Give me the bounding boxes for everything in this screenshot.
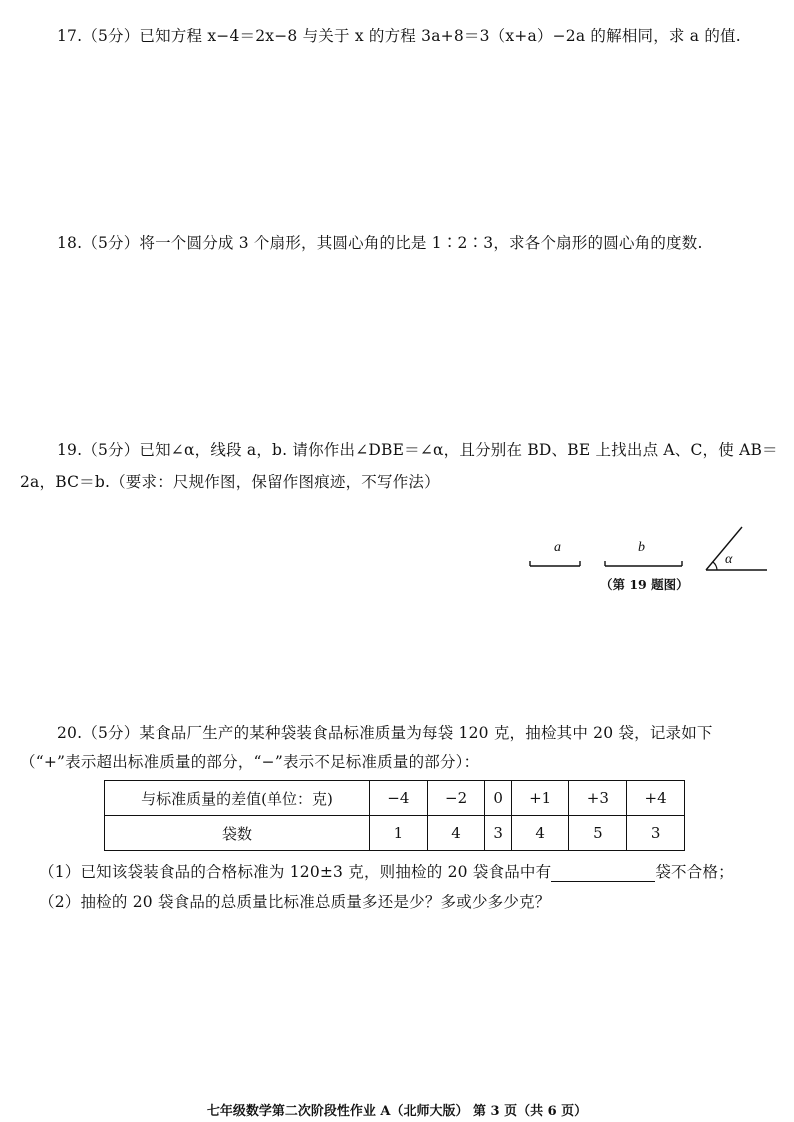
table-cell: 0 [485,781,511,816]
part1-suffix: 袋不合格； [655,863,734,881]
answer-blank[interactable] [551,865,655,882]
table-cell: 4 [427,816,485,851]
segment-a-label: a [554,540,561,555]
question-20-line1: 20.（5分）某食品厂生产的某种袋装食品标准质量为每袋 120 克，抽检其中 20 袋，记录如下 [57,724,713,742]
page-footer: 七年级数学第二次阶段性作业 A（北师大版） 第 3 页（共 6 页） [206,1104,588,1119]
table-cell: +4 [627,781,685,816]
question-20-part2: （2）抽检的 20 袋食品的总质量比标准总质量多还是少？多或少多少克？ [39,893,551,911]
question-19-line1: 19.（5分）已知∠α，线段 a，b. 请你作出∠DBE＝∠α，且分别在 BD、BE 上找出点 A、C，使 AB＝ [57,441,778,459]
table-cell: 3 [627,816,685,851]
table-header-cell: 与标准质量的差值(单位：克) [105,781,370,816]
segment-b-label: b [638,540,645,555]
table-header-cell: 袋数 [105,816,370,851]
table-cell: +1 [511,781,569,816]
question-20-line2: （“+”表示超出标准质量的部分，“−”表示不足标准质量的部分）： [20,753,480,771]
angle-alpha-label: α [725,552,733,567]
table-row [105,781,685,816]
table-cell: 1 [370,816,428,851]
question-19-line2: 2a，BC＝b.（要求：尺规作图，保留作图痕迹，不写作法） [20,473,440,491]
question-17: 17.（5分）已知方程 x−4＝2x−8 与关于 x 的方程 3a+8＝3（x+a）−2a 的解相同，求 a 的值. [57,27,741,45]
segment-b [605,561,682,566]
table-row [105,816,685,851]
question-18: 18.（5分）将一个圆分成 3 个扇形，其圆心角的比是 1∶2∶3，求各个扇形的圆心角的度数. [57,234,703,252]
figure-19-caption: （第 19 题图） [600,577,689,592]
question-20-part1 [39,860,734,882]
table-cell: 5 [569,816,627,851]
part1-text: （1）已知该袋装食品的合格标准为 120±3 克，则抽检的 20 袋食品中有 [39,863,552,881]
segment-a [530,561,580,566]
angle-alpha [706,527,767,570]
table-cell: 4 [511,816,569,851]
deviation-table [104,780,685,851]
table-cell: −4 [370,781,428,816]
table-cell: +3 [569,781,627,816]
table-cell: −2 [427,781,485,816]
table-cell: 3 [485,816,511,851]
